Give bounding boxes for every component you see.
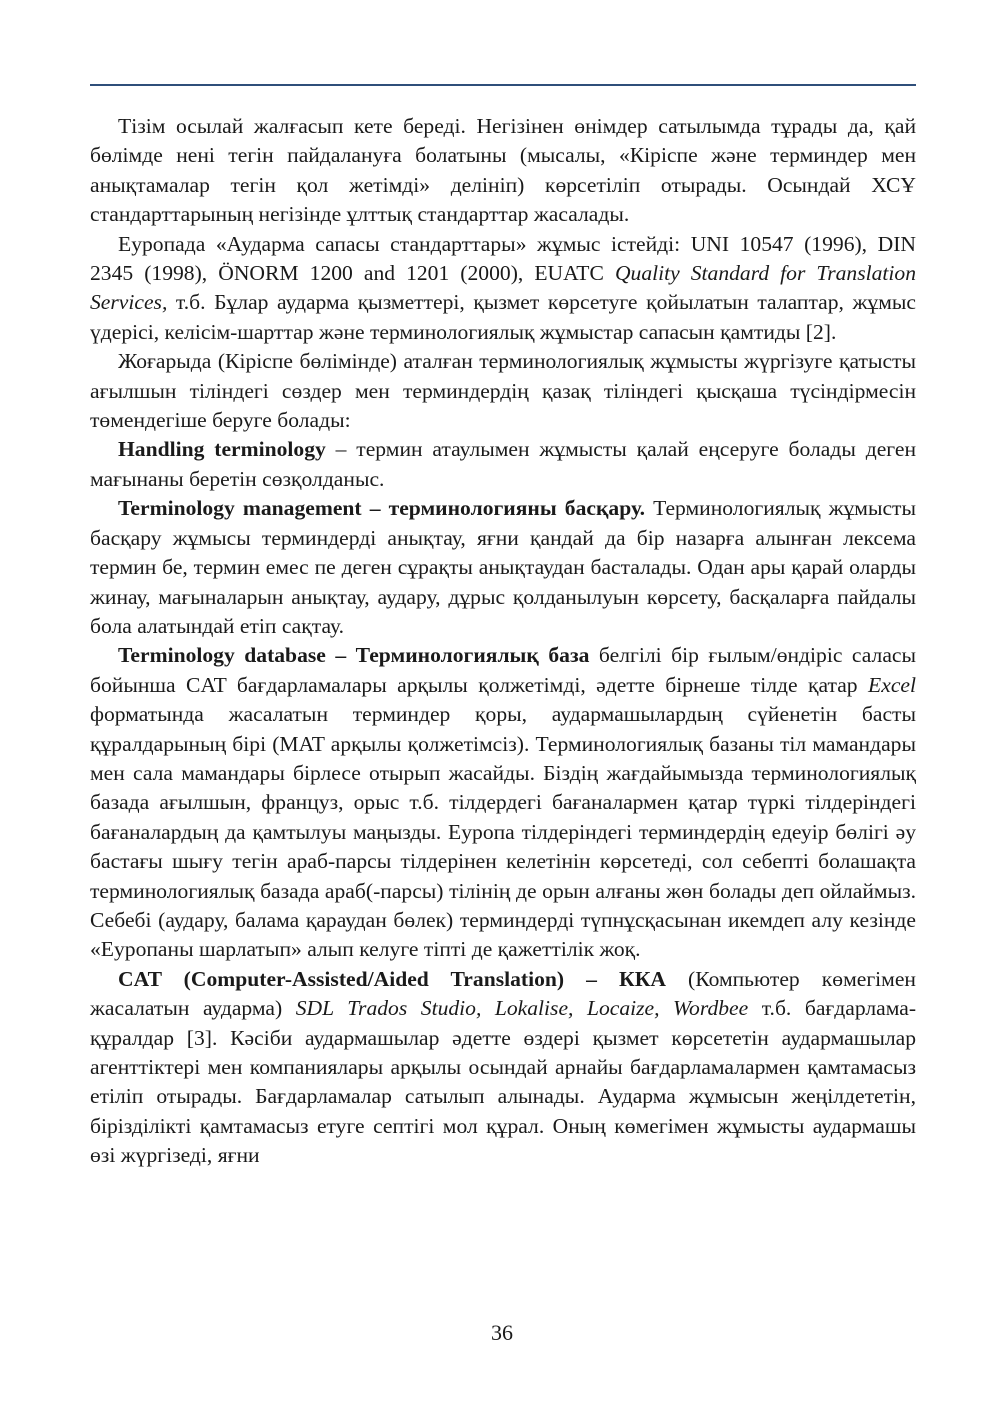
text-run: (Компьютер көмегімен жасалатын аударма) (90, 966, 916, 1021)
text-run: т.б. Бұлар аударма қызметтері, қызмет көрсетуге қойылатын талаптар, жұмыс үдерісі, келісім-шарттар және терминологиялық жұмыстар сапасын қамтиды [2]. (90, 290, 916, 344)
text-run: – термин атаулымен жұмысты қалай еңсеруге болады деген мағынаны беретін сөзқолданыс. (90, 437, 917, 491)
paragraph (90, 230, 916, 348)
paragraph (90, 347, 916, 435)
text-run: Еуропада «Аударма сапасы стандарттары» жұмыс істейді: UNI 10547 (1996), DIN 2345 (1998), ÖNORM 1200 and 1201 (2000), EUATC (90, 231, 916, 286)
definition-paragraph (90, 965, 916, 1171)
text-run: Тізім осылай жалғасып кете береді. Негізінен өнімдер сатылымда тұрады да, қай бөлімде нені тегін пайдалануға болатыны (мысалы, «Кіріспе және терминдер мен анықтамалар тегін қол жетімді» делініп) көрсетіліп отырады. Осындай ХСҰ стандарттарының негізінде ұлттық стандарттар жасалады. (90, 114, 916, 227)
text-run: белгілі бір ғылым/өндіріс саласы бойынша CAT бағдарламалары арқылы қолжетімді, әдетте бірнеше тілде қатар (90, 643, 916, 697)
term-heading: CAT (Computer-Assisted/Aided Translation) – ККА (118, 966, 666, 991)
text-run: Жоғарыда (Кіріспе бөлімінде) аталған терминологиялық жұмысты жүргізуге қатысты ағылшын тіліндегі сөздер мен терминдердің қазақ тіліндегі қысқаша түсіндірмесін төмендегіше беруге болады: (90, 349, 916, 433)
definition-paragraph (90, 435, 916, 494)
italic-run: Excel (868, 672, 916, 697)
text-run: Терминологиялық жұмысты басқару жұмысы терминдерді анықтау, яғни қандай да бір назарға алынған лексема термин бе, термин емес пе деген сұрақты анықтаудан басталады. Одан ары қарай оларды жинау, мағыналарын анықтау, аудару, дұрыс қолданылуын көрсету, басқаларға пайдалы бола алатындай етіп сақтау. (90, 496, 916, 638)
paragraph (90, 112, 916, 230)
term-heading: Terminology database – Терминологиялық база (118, 643, 590, 668)
italic-run: Quality Standard for Translation Services, (90, 261, 917, 315)
page-number: 36 (491, 1320, 513, 1345)
italic-run: SDL Trados Studio, Lokalise, Locaize, Wordbee (295, 996, 749, 1021)
term-heading: Terminology management – терминологияны басқару. (118, 496, 645, 521)
definition-paragraph (90, 494, 916, 641)
term-heading: Handling terminology (118, 437, 326, 462)
text-run: т.б. бағдарлама-құралдар [3]. Кәсіби аудармашылар әдетте өздері қызмет көрсететін аудармашылар агенттіктері мен компаниялары арқылы осындай арнайы бағдарламалармен қамтамасыз етіліп отырады. Бағдарламалар сатылып алынады. Аударма жұмысын жеңілдететін, біріздiлікті қамтамасыз етуге септігі мол құрал. Оның көмегімен жұмысты аудармашы өзі жүргізеді, яғни (90, 996, 917, 1168)
definition-paragraph (90, 641, 916, 964)
header-rule (90, 84, 916, 86)
body-text (90, 112, 916, 1171)
text-run: форматында жасалатын терминдер қоры, аудармашылардың сүйенетін басты құралдарының бірі (MAT арқылы қолжетімсіз). Терминологиялық базаны тіл мамандары мен сала мамандары бірлесе отырып жасайды. Біздің жағдайымызда терминологиялық базада ағылшын, француз, орыс т.б. тілдердегі бағаналармен қатар түркі тілдеріндегі бағаналардың да қамтылуы маңызды. Еуропа тілдеріндегі терминдердің едеуір бөлігі әу бастағы шығу тегін араб-парсы тілдерінен келетінін көрсетеді, сол себепті болашақта терминологиялық базада араб(-парсы) тілінің де орын алғаны жөн болады деп ойлаймыз. Себебі (аудару, балама қараудан бөлек) терминдерді түпнұсқасынан икемдеп алу кезінде «Еуропаны шарлатып» алып келуге тіпті де қажеттілік жоқ. (90, 702, 916, 962)
